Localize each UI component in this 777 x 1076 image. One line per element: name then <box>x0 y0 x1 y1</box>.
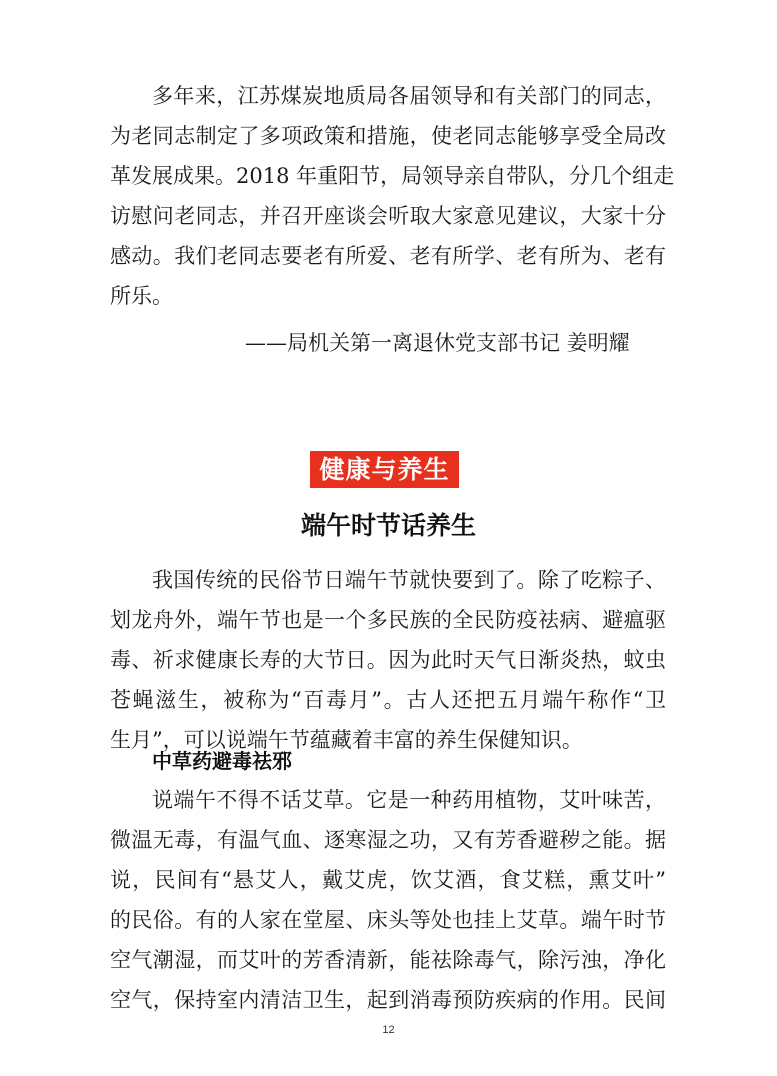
section-banner: 健康与养生 <box>310 451 459 488</box>
body-paragraph <box>110 780 666 1020</box>
intro-line: 我国传统的民俗节日端午节就快要到了。除了吃粽子、 <box>152 568 666 592</box>
article-subheading: 中草药避毒祛邪 <box>152 749 292 773</box>
quote-line: 革发展成果。2018 年重阳节，局领导亲自带队，分几个组走 <box>110 164 675 188</box>
body-line: 空气，保持室内清洁卫生，起到消毒预防疾病的作用。民间 <box>110 988 666 1012</box>
body-line: 说，民间有“悬艾人，戴艾虎，饮艾酒，食艾糕，熏艾叶” <box>110 868 666 892</box>
body-line: 的民俗。有的人家在堂屋、床头等处也挂上艾草。端午时节 <box>110 908 666 932</box>
body-line: 空气潮湿，而艾叶的芳香清新，能祛除毒气，除污浊，净化 <box>110 948 666 972</box>
article-title: 端午时节话养生 <box>300 511 476 540</box>
body-line: 微温无毒，有温气血、逐寒湿之功，又有芳香避秽之能。据 <box>110 828 666 852</box>
body-line: 说端午不得不话艾草。它是一种药用植物，艾叶味苦， <box>152 788 666 812</box>
quote-line: 为老同志制定了多项政策和措施，使老同志能够享受全局改 <box>110 124 666 148</box>
intro-line: 划龙舟外，端午节也是一个多民族的全民防疫祛病、避瘟驱 <box>110 608 666 632</box>
quote-signature: ——局机关第一离退休党支部书记 姜明耀 <box>245 331 630 355</box>
quote-line: 所乐。 <box>110 284 173 308</box>
intro-line: 毒、祈求健康长寿的大节日。因为此时天气日渐炎热，蚊虫 <box>110 648 666 672</box>
quote-paragraph <box>110 76 675 316</box>
quote-line: 多年来，江苏煤炭地质局各届领导和有关部门的同志， <box>152 84 666 108</box>
quote-line: 访慰问老同志，并召开座谈会听取大家意见建议，大家十分 <box>110 204 666 228</box>
page-number: 12 <box>382 1024 395 1036</box>
intro-line: 生月”，可以说端午节蕴藏着丰富的养生保健知识。 <box>110 728 583 752</box>
intro-line: 苍蝇滋生，被称为“百毒月”。古人还把五月端午称作“卫 <box>110 688 666 712</box>
intro-paragraph <box>110 560 666 760</box>
quote-line: 感动。我们老同志要老有所爱、老有所学、老有所为、老有 <box>110 244 666 268</box>
